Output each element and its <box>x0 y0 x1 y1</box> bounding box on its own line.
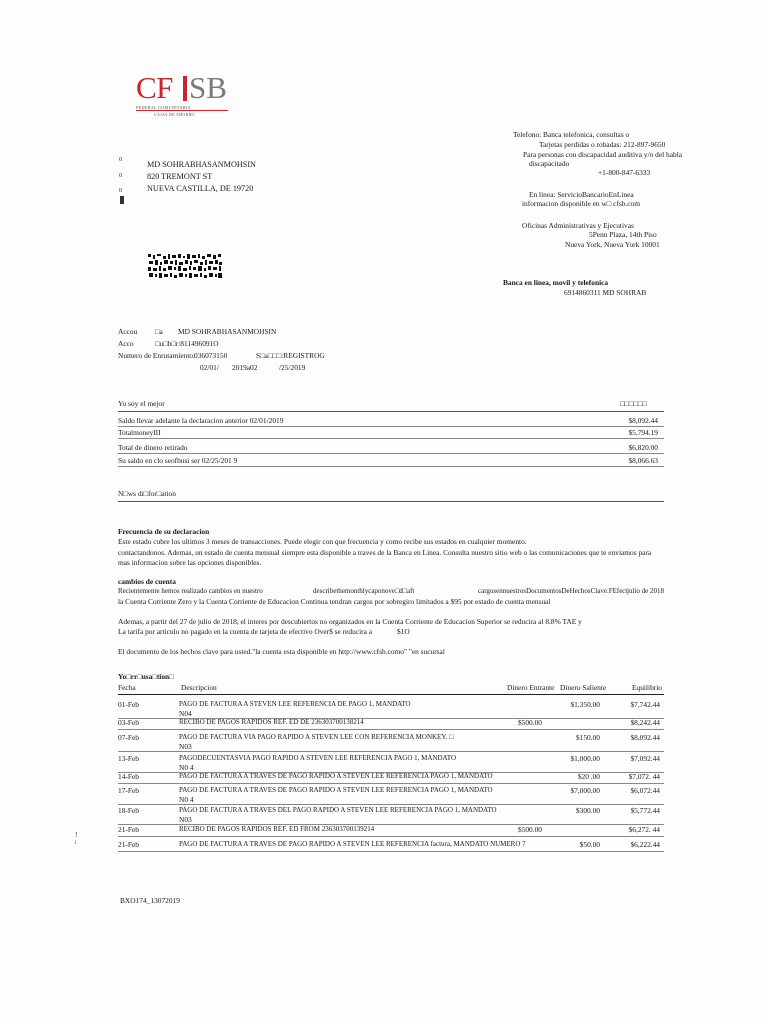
changes-line-4-fee: $1O <box>397 627 410 636</box>
address-name: MD SOHRABHASANMOHSIN <box>147 160 256 169</box>
account-label-mid: □a <box>155 327 163 336</box>
frequency-title: Frecuencia de su declaracion <box>118 527 210 536</box>
summary-row-rule <box>118 426 664 427</box>
changes-line-3: Ademas, a partir del 27 de julio de 2018, el interes por descubiertos no organizados en la Cuenta Corriente de Educacion Superior se reducira al 8.8% TAE y <box>118 617 582 626</box>
address-mark-3: 0 <box>119 188 122 194</box>
tx-date: 13-Feb <box>118 754 139 763</box>
col-money-out: Dinero Saliente <box>560 683 607 692</box>
logo-line1: FEDERAL COMUNITARIA <box>136 105 191 110</box>
col-money-in: Dinero Entrante <box>507 683 555 692</box>
side-mark-2: i <box>75 841 77 846</box>
tx-date: 03-Feb <box>118 718 139 727</box>
tx-mandate: N0 4 <box>179 763 194 772</box>
summary-value: $8,066.63 <box>628 456 658 465</box>
contact-plaza: 5Penn Plaza, 14th Piso <box>589 230 657 239</box>
logo-cf: CF <box>136 70 173 105</box>
tx-row-rule <box>118 729 664 730</box>
tx-mandate: N03 <box>179 742 192 751</box>
changes-line-1b: describethemonthlycaponove□d□aft <box>313 587 415 595</box>
changes-line-1a: Recientemente hemos realizado cambios en nuestro <box>118 587 263 595</box>
tx-description: PAGO DE FACTURA VIA PAGO RAPIDO A STEVEN LEE CON REFERENCIA MONKEY. □ <box>179 733 454 741</box>
address-street: 820 TREMONT ST <box>147 172 213 181</box>
tx-money-out: $150.00 <box>575 733 600 742</box>
changes-line-2: la Cuenta Corriente Zero y la Cuenta Corriente de Educacion Continua tendran cargos por sobregiro limitados a $95 por estado de cuenta mensual <box>118 597 551 606</box>
tx-balance: $7,742.44 <box>630 700 660 709</box>
summary-value: $6,820.00 <box>628 443 658 452</box>
summary-label: Su saldo en clo seofbusi ser 02/25/201 9 <box>118 456 238 465</box>
col-description: Descripcion <box>181 683 217 692</box>
tx-balance: $6,072.44 <box>630 786 660 795</box>
footer-code: BXO174_13072019 <box>120 896 180 905</box>
tx-money-in: $500.00 <box>517 825 542 834</box>
col-date: Fecha <box>118 683 136 692</box>
tx-row-rule <box>118 836 664 837</box>
contact-city: Nueva York, Nueva York 10001 <box>565 240 660 249</box>
tx-description: PAGO DE FACTURA A TRAVES DEL PAGO RAPIDO A STEVEN LEE REFERENCIA PAGO 1, MANDATO <box>179 806 497 814</box>
tx-date: 21-Feb <box>118 840 139 849</box>
summary-value: $8,092.44 <box>628 416 658 425</box>
contact-online: En linea: ServicioBancarioEnLinea <box>529 190 634 199</box>
changes-line-4: La tarifa por articulo no pagado en la cuenta de tarjeta de efectivo Over$ se reducira a <box>118 627 373 636</box>
tx-row-rule <box>118 804 664 805</box>
summary-label: TotalmoneyIII <box>118 428 161 437</box>
transactions-header-rule <box>118 694 664 695</box>
tx-description: PAGO DE FACTURA A STEVEN LEE REFERENCIA DE PAGO 1, MANDATO <box>179 700 411 708</box>
tx-row-rule <box>118 783 664 784</box>
logo-line2: CAJAS DE AHORRO <box>154 112 195 117</box>
contact-phone-number: +1-800-847-6333 <box>598 168 651 177</box>
tx-date: 18-Feb <box>118 806 139 815</box>
account-label: Accou <box>118 327 138 336</box>
contact-account-ref: 6914860311 MD SOHRAB <box>564 288 647 297</box>
tx-money-in: $500.00 <box>517 718 542 727</box>
summary-value: $5,794.19 <box>628 428 658 437</box>
tx-balance: $7,092.44 <box>630 754 660 763</box>
logo-underline <box>136 110 228 111</box>
contact-lost-cards: Tarjetas perdidas o robadas: 212-897-9650 <box>539 140 666 149</box>
frequency-line-1: Este estado cubre los ultimos 3 meses de transacciones. Puede elegir con que frecuencia y como recibe sus estados en cualquier momento. <box>118 537 527 546</box>
tx-balance: $5,772.44 <box>630 806 660 815</box>
address-city: NUEVA CASTILLA, DE 19720 <box>147 184 254 193</box>
period-end: /25/2019 <box>279 363 306 372</box>
tx-balance: $7,072. 44 <box>628 772 660 781</box>
tx-description: RECIBO DE PAGOS RAPIDOS REF. ED DE 236303700138214 <box>179 718 364 726</box>
tx-money-out: $1,350.00 <box>570 700 600 709</box>
summary-row-rule <box>118 453 664 454</box>
summary-row-rule <box>118 438 664 439</box>
summary-top-rule <box>118 411 664 412</box>
tx-description: PAGO DE FACTURA A TRAVES DE PAGO RAPIDO A STEVEN LEE REFERENCIA factura, MANDATO NUMERO 7 <box>179 840 526 848</box>
address-mark-2: 0 <box>119 173 122 179</box>
tx-date: 14-Feb <box>118 772 139 781</box>
tx-money-out: $20 .00 <box>577 772 600 781</box>
tx-money-out: $50.00 <box>579 840 600 849</box>
tx-mandate: N03 <box>179 815 192 824</box>
tx-money-out: $1,000.00 <box>570 754 600 763</box>
address-mark: 0 <box>119 157 122 163</box>
account-number: □u□b□r:811496091O <box>155 339 219 348</box>
tx-money-out: $7,000.00 <box>570 786 600 795</box>
logo-bar <box>183 76 187 101</box>
frequency-line-2: contactandonos. Ademas, un estado de cuenta mensual siempre esta disponible a traves de la Banca en Linea. Consulta nuestro sitio web o las comunicaciones que te enviamos para <box>118 548 652 557</box>
account-name: MD SOHRABHASANMOHSIN <box>178 327 277 336</box>
col-balance: Equilibrio <box>632 683 662 692</box>
contact-website: informacion disponible en w□ cfsb.com <box>522 199 640 208</box>
summary-title: Yo soy el mejor <box>118 399 165 408</box>
contact-banking: Banca en linea, movil y telefonica <box>503 278 609 287</box>
tx-date: 17-Feb <box>118 786 139 795</box>
contact-disabled: discapacitado <box>529 159 570 168</box>
summary-row-rule <box>118 466 664 467</box>
tx-balance: $6,272. 44 <box>628 825 660 834</box>
contact-disability: Para personas con discapacidad auditiva y/o del habla <box>523 150 683 159</box>
period-start: 02/01/ <box>200 363 219 372</box>
tx-row-rule <box>118 851 664 852</box>
tx-balance: $8,242.44 <box>630 718 660 727</box>
cfsb-logo <box>136 72 236 122</box>
tx-date: 21-Feb <box>118 825 139 834</box>
tx-description: PAGODECUENTASVIA PAGO RAPIDO A STEVEN LEE REFERENCIA PAGO 1, MANDATO <box>179 754 457 762</box>
summary-label: Total de dinero retirado <box>118 443 188 452</box>
postal-barcode <box>147 253 223 279</box>
transactions-title: Yo□rr□usa□tion□ <box>118 672 174 681</box>
contact-phone-label: Telefono: Banca telefonica, consultas o <box>513 130 630 139</box>
statement-status: S□a□□□:REGISTROG <box>256 351 325 360</box>
changes-line-1d: julio de 2018 <box>627 587 664 595</box>
tx-row-rule <box>118 751 664 752</box>
tx-balance: $8,092.44 <box>630 733 660 742</box>
tx-description: RECIBO DE PAGOS RAPIDOS REF. ED FROM 236303700139214 <box>179 825 375 833</box>
news-rule <box>118 501 664 502</box>
routing-label: Numero de Enrutamiento: <box>118 351 196 360</box>
account-number-label: Acco <box>118 339 134 348</box>
news-title: N□ws di□for□ation <box>118 489 176 498</box>
tx-date: 01-Feb <box>118 700 139 709</box>
changes-line-1c: cargosennuestrosDocumentosDeHechosClave.FEfect <box>478 587 628 595</box>
tx-description: PAGO DE FACTURA A TRAVES DE PAGO RAPIDO A STEVEN LEE REFERENCIA PAGO 1, MANDATO <box>179 786 493 794</box>
frequency-line-3: mas informacion sobre las opciones disponibles. <box>118 558 262 567</box>
tx-mandate: N04 <box>179 709 192 718</box>
contact-offices: Oficinas Administrativas y Ejecutivas <box>522 221 634 230</box>
routing-number: 036073150 <box>194 351 228 360</box>
logo-sb: SB <box>189 70 227 105</box>
tx-balance: $6,222.44 <box>630 840 660 849</box>
summary-label: Saldo llevar adelante la declaracion anterior 02/01/2019 <box>118 416 284 425</box>
tx-money-out: $300.00 <box>575 806 600 815</box>
changes-title: cambios de cuenta <box>118 577 176 586</box>
changes-line-5: El documento de los hechos clave para usted."la cuenta esta disponible en http://www.cfsb.como" "en sucursal <box>118 647 445 656</box>
tx-description: PAGO DE FACTURA A TRAVES DE PAGO RAPIDO A STEVEN LEE REFERENCIA PAGO 1, MANDATO <box>179 772 493 780</box>
tx-mandate: N0 4 <box>179 795 194 804</box>
summary-mark: □□□□□□ <box>620 399 647 408</box>
address-tick <box>120 196 124 204</box>
side-mark: ! <box>75 831 78 839</box>
period-mid: 2019a02 <box>232 363 258 372</box>
tx-date: 07-Feb <box>118 733 139 742</box>
